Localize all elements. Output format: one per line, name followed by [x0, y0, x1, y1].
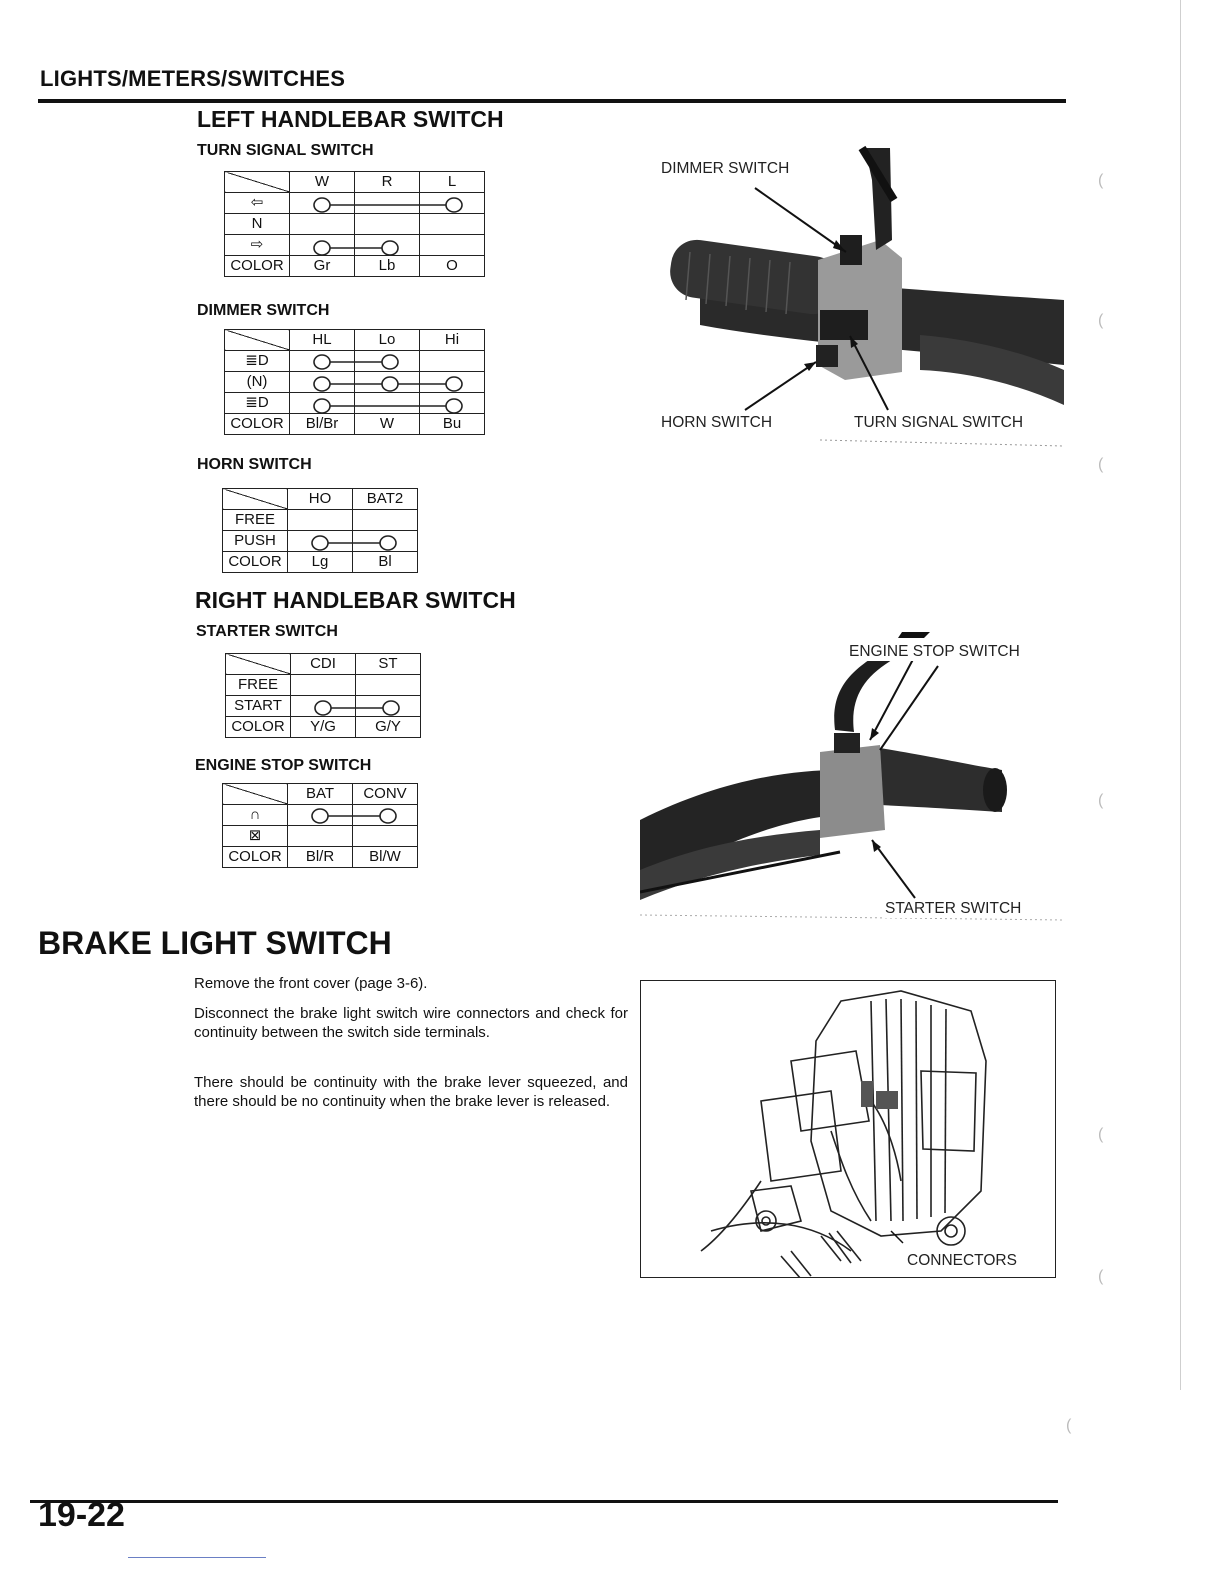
left-handlebar-photo: [640, 140, 1064, 455]
column-header: CONV: [353, 784, 418, 805]
callout-dimmer-switch: DIMMER SWITCH: [661, 160, 790, 177]
color-label: COLOR: [223, 552, 288, 573]
callout-turn-signal-switch: TURN SIGNAL SWITCH: [854, 414, 1024, 431]
row-label: ⇦: [225, 193, 290, 214]
wire-color: Bl/W: [353, 847, 418, 868]
starter-table: [225, 653, 421, 738]
brake-light-switch-title: BRAKE LIGHT SWITCH: [38, 925, 392, 961]
margin-mark: (: [1098, 172, 1104, 189]
bottom-link-line: [128, 1557, 266, 1558]
column-header: Lo: [355, 330, 420, 351]
dimmer-table: [224, 329, 485, 435]
column-header: L: [420, 172, 485, 193]
color-label: COLOR: [223, 847, 288, 868]
color-label: COLOR: [225, 414, 290, 435]
horn-table: [222, 488, 418, 573]
column-header: CDI: [291, 654, 356, 675]
wire-color: Gr: [290, 256, 355, 277]
margin-mark: (: [1098, 456, 1104, 473]
brake-instruction-3: There should be continuity with the brake lever squeezed, and there should be no continuity when the brake lever is released.: [194, 1074, 628, 1110]
row-label: FREE: [223, 510, 288, 531]
column-header: R: [355, 172, 420, 193]
row-label: ≣D: [225, 393, 290, 414]
row-label: ⊠: [223, 826, 288, 847]
column-header: BAT: [288, 784, 353, 805]
row-label: ⇨: [225, 235, 290, 256]
scan-edge: [1180, 0, 1181, 1390]
margin-mark: (: [1098, 1268, 1104, 1285]
margin-mark: (: [1098, 1126, 1104, 1143]
wire-color: O: [420, 256, 485, 277]
column-header: ST: [356, 654, 421, 675]
column-header: W: [290, 172, 355, 193]
right-handlebar-illustration: [640, 630, 1064, 932]
margin-mark: (: [1098, 792, 1104, 809]
section-header: LIGHTS/METERS/SWITCHES: [40, 66, 346, 91]
column-header: BAT2: [353, 489, 418, 510]
wire-color: Bl/R: [288, 847, 353, 868]
footer-rule: [30, 1500, 1058, 1503]
margin-mark: (: [1066, 1417, 1072, 1434]
color-label: COLOR: [225, 256, 290, 277]
starter-title: STARTER SWITCH: [196, 623, 338, 640]
left-handlebar-title: LEFT HANDLEBAR SWITCH: [197, 106, 504, 132]
row-label: ≣D: [225, 351, 290, 372]
left-handlebar-illustration: [640, 140, 1064, 455]
header-rule: [38, 99, 1066, 103]
engine-stop-title: ENGINE STOP SWITCH: [195, 757, 372, 774]
wire-color: Lg: [288, 552, 353, 573]
column-header: HL: [290, 330, 355, 351]
turn-signal-title: TURN SIGNAL SWITCH: [197, 142, 374, 159]
right-handlebar-title: RIGHT HANDLEBAR SWITCH: [195, 587, 516, 613]
row-label: FREE: [226, 675, 291, 696]
corner-cell: [223, 489, 288, 510]
corner-cell: [225, 172, 290, 193]
engine-stop-table: [222, 783, 418, 868]
page-number: 19-22: [38, 1496, 125, 1534]
column-header: Hi: [420, 330, 485, 351]
corner-cell: [226, 654, 291, 675]
margin-mark: (: [1098, 312, 1104, 329]
wire-color: Bl/Br: [290, 414, 355, 435]
corner-cell: [225, 330, 290, 351]
row-label: (N): [225, 372, 290, 393]
brake-instruction-1: Remove the front cover (page 3-6).: [194, 975, 428, 992]
row-label: ∩: [223, 805, 288, 826]
callout-starter-switch: STARTER SWITCH: [885, 900, 1022, 917]
turn-signal-table: [224, 171, 485, 277]
wire-color: Lb: [355, 256, 420, 277]
row-label: N: [225, 214, 290, 235]
column-header: HO: [288, 489, 353, 510]
brake-connectors-illustration: [641, 981, 1056, 1278]
wire-color: Y/G: [291, 717, 356, 738]
row-label: START: [226, 696, 291, 717]
brake-connectors-illustration-frame: [640, 980, 1056, 1278]
wire-color: Bu: [420, 414, 485, 435]
callout-engine-stop-switch: ENGINE STOP SWITCH: [849, 643, 1020, 660]
wire-color: Bl: [353, 552, 418, 573]
dimmer-title: DIMMER SWITCH: [197, 302, 330, 319]
callout-connectors: CONNECTORS: [907, 1252, 1017, 1269]
wire-color: G/Y: [356, 717, 421, 738]
corner-cell: [223, 784, 288, 805]
horn-title: HORN SWITCH: [197, 456, 312, 473]
color-label: COLOR: [226, 717, 291, 738]
row-label: PUSH: [223, 531, 288, 552]
right-handlebar-photo: [640, 630, 1064, 932]
wire-color: W: [355, 414, 420, 435]
callout-horn-switch: HORN SWITCH: [661, 414, 773, 431]
brake-instruction-2: Disconnect the brake light switch wire connectors and check for continuity between the switch side terminals.: [194, 1005, 628, 1041]
